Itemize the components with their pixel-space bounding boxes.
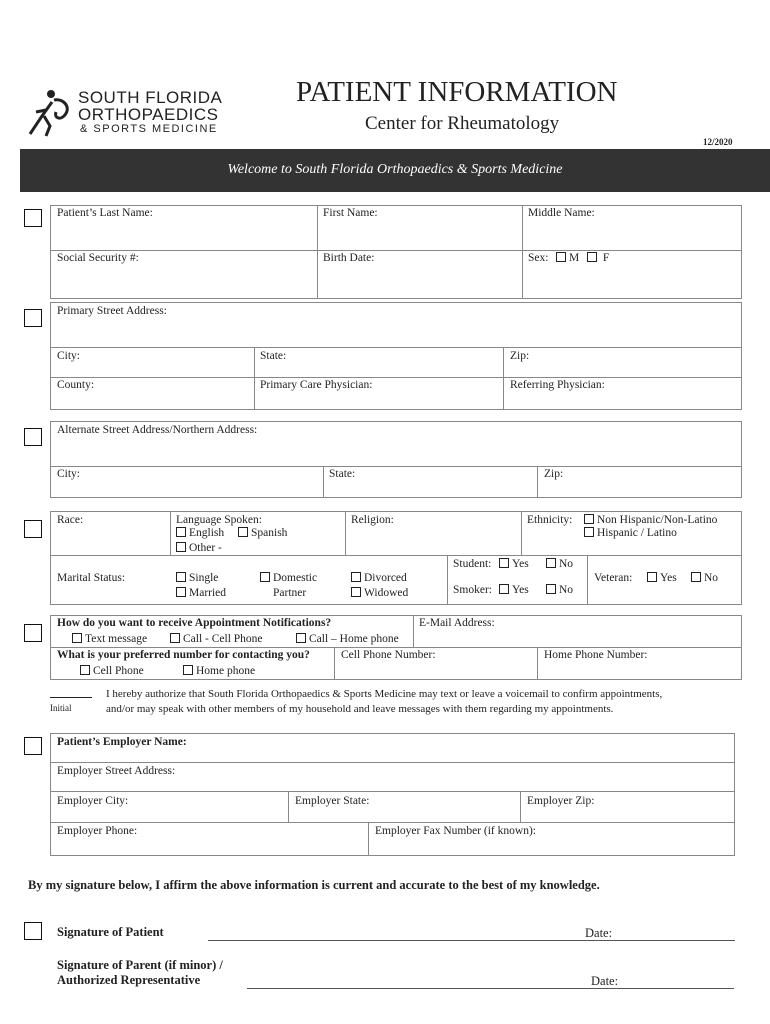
- section-2-checkbox[interactable]: [24, 309, 42, 327]
- cell-phone-number-field[interactable]: Cell Phone Number:: [341, 649, 436, 661]
- logo: [24, 86, 234, 138]
- last-name-field[interactable]: Patient’s Last Name:: [57, 207, 153, 219]
- initial-line[interactable]: [50, 697, 92, 698]
- cell-phone-option[interactable]: [80, 665, 144, 677]
- text-message-label: Text message: [85, 633, 148, 645]
- checkbox-icon[interactable]: [176, 587, 186, 597]
- checkbox-icon[interactable]: [546, 584, 556, 594]
- checkbox-icon[interactable]: [499, 558, 509, 568]
- checkbox-icon[interactable]: [296, 633, 306, 643]
- city-field[interactable]: City:: [57, 350, 81, 362]
- other-language-option[interactable]: [176, 542, 222, 554]
- married-option[interactable]: [176, 587, 226, 599]
- parent-signature-line[interactable]: [247, 988, 734, 989]
- text-message-option[interactable]: [72, 633, 147, 645]
- student-yes-option[interactable]: [499, 558, 529, 570]
- language-label: Language Spoken:: [176, 514, 262, 526]
- banner-text: Welcome to South Florida Orthopaedics & Sports Medicine: [227, 162, 563, 177]
- pcp-field[interactable]: Primary Care Physician:: [260, 379, 373, 391]
- county-field[interactable]: County:: [57, 379, 95, 391]
- spanish-option[interactable]: [238, 527, 287, 539]
- no-label: No: [559, 584, 574, 596]
- email-field[interactable]: E-Mail Address:: [419, 617, 495, 629]
- patient-signature-line[interactable]: [208, 940, 735, 941]
- welcome-banner: [20, 149, 770, 192]
- race-field[interactable]: Race:: [57, 514, 84, 526]
- employer-section: [50, 733, 735, 856]
- checkbox-icon[interactable]: [647, 572, 657, 582]
- first-name-field[interactable]: First Name:: [323, 207, 378, 219]
- yes-label: Yes: [512, 558, 529, 570]
- hispanic-label: Hispanic / Latino: [597, 527, 677, 539]
- section-5-checkbox[interactable]: [24, 624, 42, 642]
- english-option[interactable]: [176, 527, 224, 539]
- patient-name-section: [50, 205, 742, 299]
- checkbox-icon[interactable]: [238, 527, 248, 537]
- parent-signature-label-2: Authorized Representative: [57, 973, 201, 987]
- checkbox-icon[interactable]: [176, 542, 186, 552]
- call-home-option[interactable]: [296, 633, 399, 645]
- alt-city-field[interactable]: City:: [57, 468, 81, 480]
- partner-label: Partner: [273, 587, 307, 599]
- page-subtitle: Center for Rheumatology: [365, 113, 560, 134]
- veteran-yes-option[interactable]: [647, 572, 677, 584]
- zip-field[interactable]: Zip:: [510, 350, 530, 362]
- ssn-field[interactable]: Social Security #:: [57, 252, 139, 264]
- widowed-option[interactable]: [351, 587, 408, 599]
- cell-phone-label: Cell Phone: [93, 665, 144, 677]
- preferred-number-question: What is your preferred number for contacting you?: [57, 649, 310, 661]
- employer-street-field[interactable]: Employer Street Address:: [57, 765, 176, 777]
- checkbox-icon[interactable]: [72, 633, 82, 643]
- section-4-checkbox[interactable]: [24, 520, 42, 538]
- patient-signature-label: Signature of Patient: [57, 925, 164, 939]
- notification-question: How do you want to receive Appointment Notifications?: [57, 617, 332, 629]
- religion-field[interactable]: Religion:: [351, 514, 394, 526]
- veteran-no-option[interactable]: [691, 572, 718, 584]
- sex-m-label: M: [569, 252, 580, 264]
- section-3-checkbox[interactable]: [24, 428, 42, 446]
- hispanic-option[interactable]: [584, 527, 677, 539]
- parent-signature-label-1: Signature of Parent (if minor) /: [57, 958, 223, 972]
- english-label: English: [189, 527, 225, 539]
- ethnicity-label: Ethnicity:: [527, 514, 573, 526]
- no-label: No: [704, 572, 719, 584]
- yes-label: Yes: [512, 584, 529, 596]
- home-phone-number-field[interactable]: Home Phone Number:: [544, 649, 648, 661]
- checkbox-icon[interactable]: [546, 558, 556, 568]
- sex-m-option[interactable]: [556, 252, 579, 264]
- checkbox-icon[interactable]: [260, 572, 270, 582]
- sex-f-option[interactable]: [587, 252, 609, 264]
- section-1-checkbox[interactable]: [24, 209, 42, 227]
- initial-label: Initial: [50, 703, 72, 713]
- veteran-label: Veteran:: [594, 572, 633, 584]
- birth-date-field[interactable]: Birth Date:: [323, 252, 375, 264]
- non-hispanic-option[interactable]: [584, 514, 717, 526]
- checkbox-icon[interactable]: [584, 514, 594, 524]
- student-label: Student:: [453, 558, 492, 570]
- divorced-label: Divorced: [364, 572, 407, 584]
- patient-date-label: Date:: [585, 926, 613, 940]
- employer-phone-field[interactable]: Employer Phone:: [57, 825, 138, 837]
- employer-city-field[interactable]: Employer City:: [57, 795, 129, 807]
- other-label: Other -: [189, 542, 222, 554]
- authorization-line-2: and/or may speak with other members of my household and leave messages with them regarding my appointments.: [106, 703, 614, 715]
- checkbox-icon[interactable]: [176, 572, 186, 582]
- employer-fax-field[interactable]: Employer Fax Number (if known):: [375, 825, 536, 837]
- checkbox-icon[interactable]: [691, 572, 701, 582]
- smoker-label: Smoker:: [453, 584, 492, 596]
- employer-zip-field[interactable]: Employer Zip:: [527, 795, 595, 807]
- single-label: Single: [189, 572, 219, 584]
- employer-name-field[interactable]: Patient’s Employer Name:: [57, 736, 187, 748]
- smoker-no-option[interactable]: [546, 584, 573, 596]
- checkbox-icon[interactable]: [170, 633, 180, 643]
- state-field[interactable]: State:: [260, 350, 287, 362]
- call-home-label: Call – Home phone: [309, 633, 399, 645]
- checkbox-icon[interactable]: [351, 572, 361, 582]
- primary-street-field[interactable]: Primary Street Address:: [57, 305, 167, 317]
- page-title: PATIENT INFORMATION: [296, 76, 618, 108]
- checkbox-icon[interactable]: [183, 665, 193, 675]
- widowed-label: Widowed: [364, 587, 409, 599]
- student-no-option[interactable]: [546, 558, 573, 570]
- middle-name-field[interactable]: Middle Name:: [528, 207, 595, 219]
- domestic-partner-option[interactable]: [260, 572, 317, 584]
- home-phone-label: Home phone: [196, 665, 256, 677]
- checkbox-icon[interactable]: [584, 527, 594, 537]
- sex-f-label: F: [602, 252, 610, 264]
- home-phone-option[interactable]: [183, 665, 255, 677]
- referring-physician-field[interactable]: Referring Physician:: [510, 379, 605, 391]
- domestic-label: Domestic: [273, 572, 318, 584]
- no-label: No: [559, 558, 574, 570]
- call-cell-option[interactable]: [170, 633, 263, 645]
- non-hispanic-label: Non Hispanic/Non-Latino: [597, 514, 718, 526]
- logo-line-2: ORTHOPAEDICS: [78, 105, 219, 124]
- logo-line-3: & SPORTS MEDICINE: [80, 123, 218, 135]
- checkbox-icon[interactable]: [351, 587, 361, 597]
- sex-label: Sex:: [528, 252, 549, 264]
- alt-zip-field[interactable]: Zip:: [544, 468, 564, 480]
- runner-logo-icon: [24, 86, 76, 138]
- call-cell-label: Call - Cell Phone: [183, 633, 263, 645]
- checkbox-icon[interactable]: [556, 252, 566, 262]
- affirmation-statement: By my signature below, I affirm the above information is current and accurate to the best of my knowledge.: [28, 878, 600, 892]
- marital-status-label: Marital Status:: [57, 572, 126, 584]
- single-option[interactable]: [176, 572, 218, 584]
- employer-state-field[interactable]: Employer State:: [295, 795, 370, 807]
- revision-date: 12/2020: [703, 137, 733, 147]
- checkbox-icon[interactable]: [176, 527, 186, 537]
- section-6-checkbox[interactable]: [24, 737, 42, 755]
- address-section: [50, 302, 742, 410]
- signature-checkbox[interactable]: [24, 922, 42, 940]
- married-label: Married: [189, 587, 227, 599]
- checkbox-icon[interactable]: [499, 584, 509, 594]
- authorization-line-1: I hereby authorize that South Florida Orthopaedics & Sports Medicine may text or leave a voicemail to confirm appointments,: [106, 688, 663, 700]
- alt-street-field[interactable]: Alternate Street Address/Northern Address:: [57, 424, 258, 436]
- checkbox-icon[interactable]: [587, 252, 597, 262]
- smoker-yes-option[interactable]: [499, 584, 529, 596]
- logo-line-1: SOUTH FLORIDA: [78, 88, 223, 107]
- yes-label: Yes: [660, 572, 677, 584]
- checkbox-icon[interactable]: [80, 665, 90, 675]
- parent-date-label: Date:: [591, 974, 619, 988]
- alt-state-field[interactable]: State:: [329, 468, 356, 480]
- divorced-option[interactable]: [351, 572, 407, 584]
- spanish-label: Spanish: [251, 527, 288, 539]
